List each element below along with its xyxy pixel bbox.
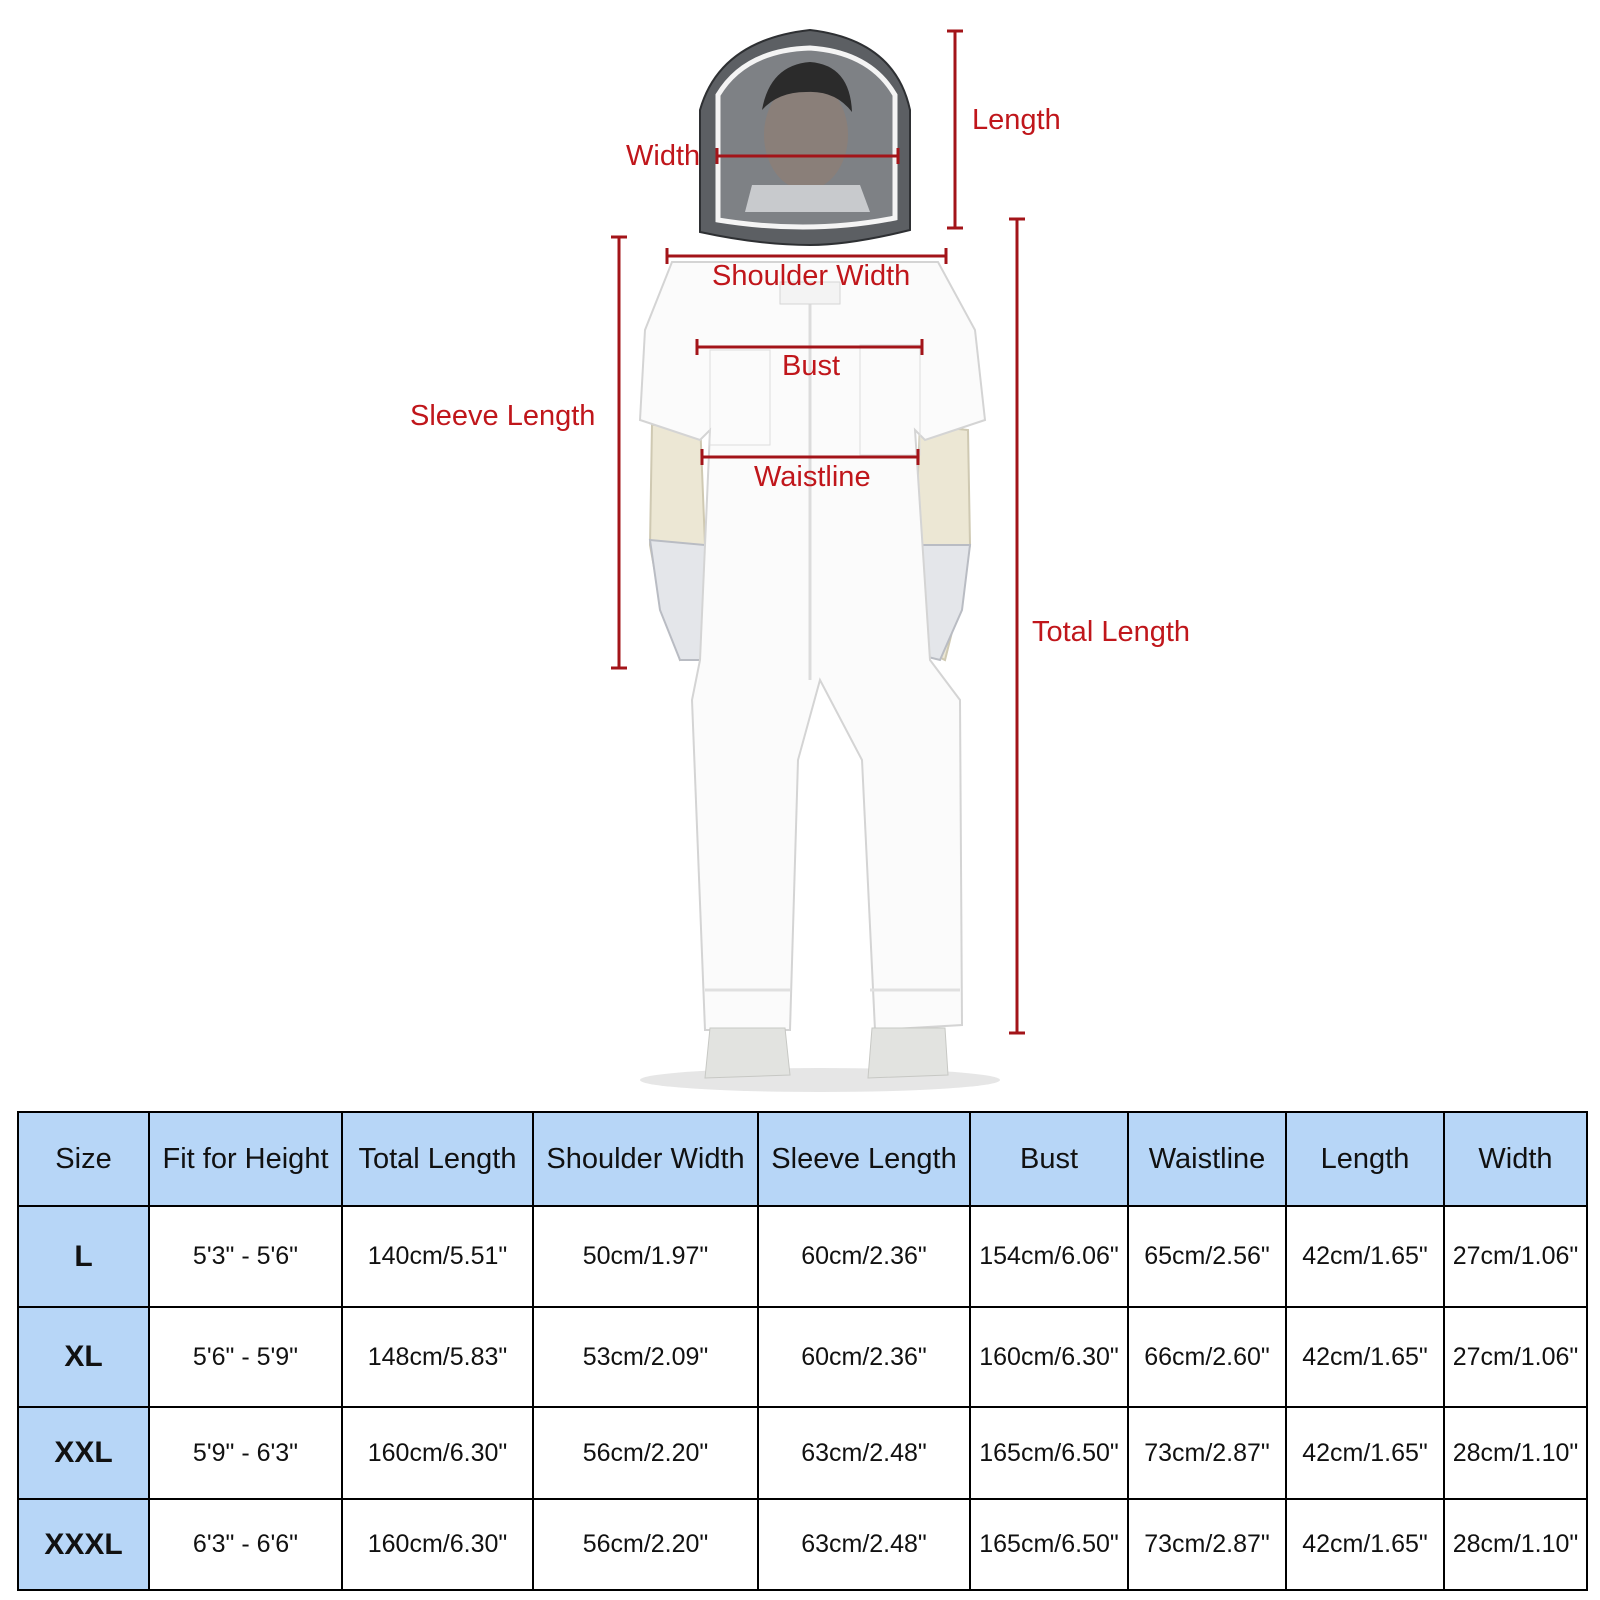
header-total-length: Total Length bbox=[342, 1112, 533, 1206]
size-cell: XXL bbox=[18, 1407, 149, 1499]
header-sleeve-length: Sleeve Length bbox=[758, 1112, 970, 1206]
table-cell: 165cm/6.50" bbox=[970, 1407, 1128, 1499]
waistline-label: Waistline bbox=[754, 461, 871, 493]
table-row bbox=[18, 1307, 1587, 1407]
table-cell: 53cm/2.09" bbox=[533, 1307, 758, 1407]
table-cell: 56cm/2.20" bbox=[533, 1499, 758, 1590]
header-width: Width bbox=[1444, 1112, 1587, 1206]
table-cell: 5'9" - 6'3" bbox=[149, 1407, 342, 1499]
length-label: Length bbox=[972, 104, 1061, 136]
table-cell: 65cm/2.56" bbox=[1128, 1206, 1286, 1307]
size-cell: XXXL bbox=[18, 1499, 149, 1590]
bust-label: Bust bbox=[782, 350, 841, 382]
table-cell: 60cm/2.36" bbox=[758, 1206, 970, 1307]
total-length-label: Total Length bbox=[1032, 616, 1191, 648]
header-size: Size bbox=[18, 1112, 149, 1206]
table-cell: 66cm/2.60" bbox=[1128, 1307, 1286, 1407]
table-cell: 154cm/6.06" bbox=[970, 1206, 1128, 1307]
size-cell: L bbox=[18, 1206, 149, 1307]
header-fit-for-height: Fit for Height bbox=[149, 1112, 342, 1206]
size-cell: XL bbox=[18, 1307, 149, 1407]
header-waistline: Waistline bbox=[1128, 1112, 1286, 1206]
table-cell: 42cm/1.65" bbox=[1286, 1407, 1444, 1499]
sleeve-length-label: Sleeve Length bbox=[410, 400, 596, 432]
header-bust: Bust bbox=[970, 1112, 1128, 1206]
table-cell: 140cm/5.51" bbox=[342, 1206, 533, 1307]
table-cell: 27cm/1.06" bbox=[1444, 1206, 1587, 1307]
table-row bbox=[18, 1407, 1587, 1499]
shoulder-width-label: Shoulder Width bbox=[712, 260, 911, 292]
table-cell: 63cm/2.48" bbox=[758, 1407, 970, 1499]
table-cell: 160cm/6.30" bbox=[970, 1307, 1128, 1407]
size-chart-table bbox=[17, 1111, 1588, 1591]
table-cell: 63cm/2.48" bbox=[758, 1499, 970, 1590]
header-length: Length bbox=[1286, 1112, 1444, 1206]
table-cell: 165cm/6.50" bbox=[970, 1499, 1128, 1590]
table-cell: 27cm/1.06" bbox=[1444, 1307, 1587, 1407]
table-cell: 160cm/6.30" bbox=[342, 1499, 533, 1590]
table-cell: 5'3" - 5'6" bbox=[149, 1206, 342, 1307]
table-cell: 160cm/6.30" bbox=[342, 1407, 533, 1499]
table-cell: 28cm/1.10" bbox=[1444, 1407, 1587, 1499]
table-cell: 6'3" - 6'6" bbox=[149, 1499, 342, 1590]
table-cell: 148cm/5.83" bbox=[342, 1307, 533, 1407]
table-cell: 42cm/1.65" bbox=[1286, 1499, 1444, 1590]
table-cell: 60cm/2.36" bbox=[758, 1307, 970, 1407]
table-cell: 42cm/1.65" bbox=[1286, 1307, 1444, 1407]
width-label: Width bbox=[626, 140, 701, 172]
table-cell: 28cm/1.10" bbox=[1444, 1499, 1587, 1590]
header-shoulder-width: Shoulder Width bbox=[533, 1112, 758, 1206]
table-cell: 73cm/2.87" bbox=[1128, 1407, 1286, 1499]
table-cell: 5'6" - 5'9" bbox=[149, 1307, 342, 1407]
table-row bbox=[18, 1499, 1587, 1590]
table-cell: 50cm/1.97" bbox=[533, 1206, 758, 1307]
table-cell: 56cm/2.20" bbox=[533, 1407, 758, 1499]
table-cell: 73cm/2.87" bbox=[1128, 1499, 1286, 1590]
table-cell: 42cm/1.65" bbox=[1286, 1206, 1444, 1307]
table-row bbox=[18, 1206, 1587, 1307]
table-header-row bbox=[18, 1112, 1587, 1206]
